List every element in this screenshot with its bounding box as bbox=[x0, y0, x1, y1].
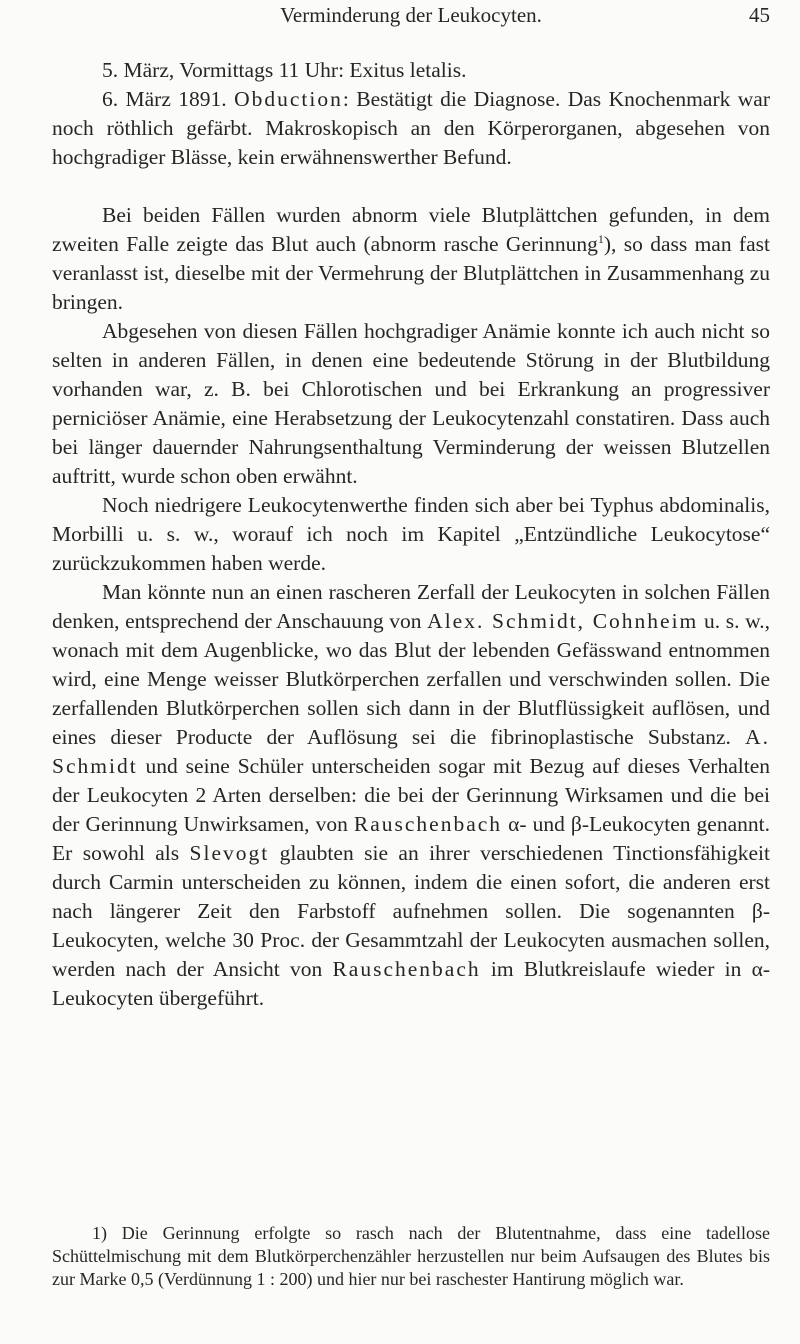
main-text bbox=[52, 56, 770, 1013]
paragraph-leukocyte-decay bbox=[52, 578, 770, 1013]
author-rauschenbach: Rauschenbach bbox=[353, 812, 503, 836]
paragraph-typhus: Noch niedrigere Leukocytenwerthe finden sich aber bei Typhus abdominalis, Morbilli u. s. w., worauf ich noch im Kapitel „Entzündliche Leukocytose“ zurückzukommen haben werde. bbox=[52, 493, 770, 575]
obduction-date: 6. März 1891. bbox=[102, 87, 235, 111]
running-head bbox=[52, 2, 770, 28]
decay-text-3: und seine Schüler unterscheiden sogar mit Bezug auf dieses Verhalten der Leukocyten 2 Arten derselben: die bei der Gerinnung Wirksamen und die bei der Gerinnung Unwirksamen, von bbox=[52, 754, 770, 836]
author-slevogt: Slevogt bbox=[189, 841, 270, 865]
footnote-marker: 1) bbox=[92, 1223, 107, 1243]
paragraph-exitus: 5. März, Vormittags 11 Uhr: Exitus letalis. bbox=[102, 58, 467, 82]
obduction-term: Obduction bbox=[234, 87, 343, 111]
paragraph-gap bbox=[52, 172, 770, 201]
footnote-text: Die Gerinnung erfolgte so rasch nach der Blutentnahme, dass eine tadellose Schüttelmischung mit dem Blutkörperchenzähler herzustellen nur beim Aufsaugen des Blutes bis zur Marke 0,5 (Verdünnung 1 : 200) und hier nur bei raschester Hantirung möglich war. bbox=[52, 1223, 770, 1289]
author-a-schmidt: A. Schmidt bbox=[52, 725, 770, 778]
author-rauschenbach-second: Rauschenbach bbox=[332, 957, 481, 981]
decay-text-4: α- und β-Leukocyten genannt. Er sowohl als bbox=[52, 812, 770, 865]
decay-text-6: im Blutkreislaufe wieder in α-Leukocyten übergeführt. bbox=[52, 957, 770, 1010]
footnote bbox=[52, 1222, 770, 1291]
paragraph-anaemia: Abgesehen von diesen Fällen hochgradiger Anämie konnte ich auch nicht so selten in anderen Fällen, in denen eine bedeutende Störung in der Blutbildung vorhanden war, z. B. bei Chlorotischen und bei Erkrankung an progressiver perniciöser Anämie, eine Herabsetzung der Leukocytenzahl constatiren. Dass auch bei länger dauernder Nahrungsenthaltung Verminderung der weissen Blutzellen auftritt, wurde schon oben erwähnt. bbox=[52, 319, 770, 488]
paragraph-blood-platelets bbox=[52, 201, 770, 317]
decay-text-2: u. s. w., wonach mit dem Augenblicke, wo das Blut der lebenden Gefässwand entnommen wird, eine Menge weisser Blutkörperchen zerfallen und verschwinden sollen. Die zerfallenden Blutkörperchen sollen sich dann in der Blutflüssigkeit auflösen, und eines dieser Producte der Auflösung sei die fibrinoplastische Substanz. bbox=[52, 609, 770, 749]
decay-text-1: Man könnte nun an einen rascheren Zerfall der Leukocyten in solchen Fällen denken, entsprechend der Anschauung von bbox=[52, 580, 770, 633]
decay-text-5: glaubten sie an ihrer verschiedenen Tinctionsfähigkeit durch Carmin unterscheiden zu können, indem die einen sofort, die anderen erst nach längerer Zeit den Farbstoff aufnehmen sollen. Die sogenannten β-Leukocyten, welche 30 Proc. der Gesammtzahl der Leukocyten ausmachen sollen, werden nach der Ansicht von bbox=[52, 841, 770, 981]
obduction-findings: : Bestätigt die Diagnose. Das Knochenmark war noch röthlich gefärbt. Makroskopisch an den Körperorganen, abgesehen von hochgradiger Blässe, kein erwähnenswerther Befund. bbox=[52, 87, 770, 169]
running-title: Verminderung der Leukocyten. bbox=[280, 3, 542, 27]
platelets-text-end: ), so dass man fast veranlasst ist, dieselbe mit der Vermehrung der Blutplättchen in Zusammenhang zu bringen. bbox=[52, 232, 770, 314]
platelets-text-start: Bei beiden Fällen wurden abnorm viele Blutplättchen gefunden, in dem zweiten Falle zeigte das Blut auch (abnorm rasche Gerinnung bbox=[52, 203, 770, 256]
page-number: 45 bbox=[749, 3, 770, 27]
author-schmidt-cohnheim: Alex. Schmidt, Cohnheim bbox=[427, 609, 699, 633]
footnote-reference: 1 bbox=[597, 231, 604, 246]
paragraph-obduction bbox=[52, 85, 770, 172]
